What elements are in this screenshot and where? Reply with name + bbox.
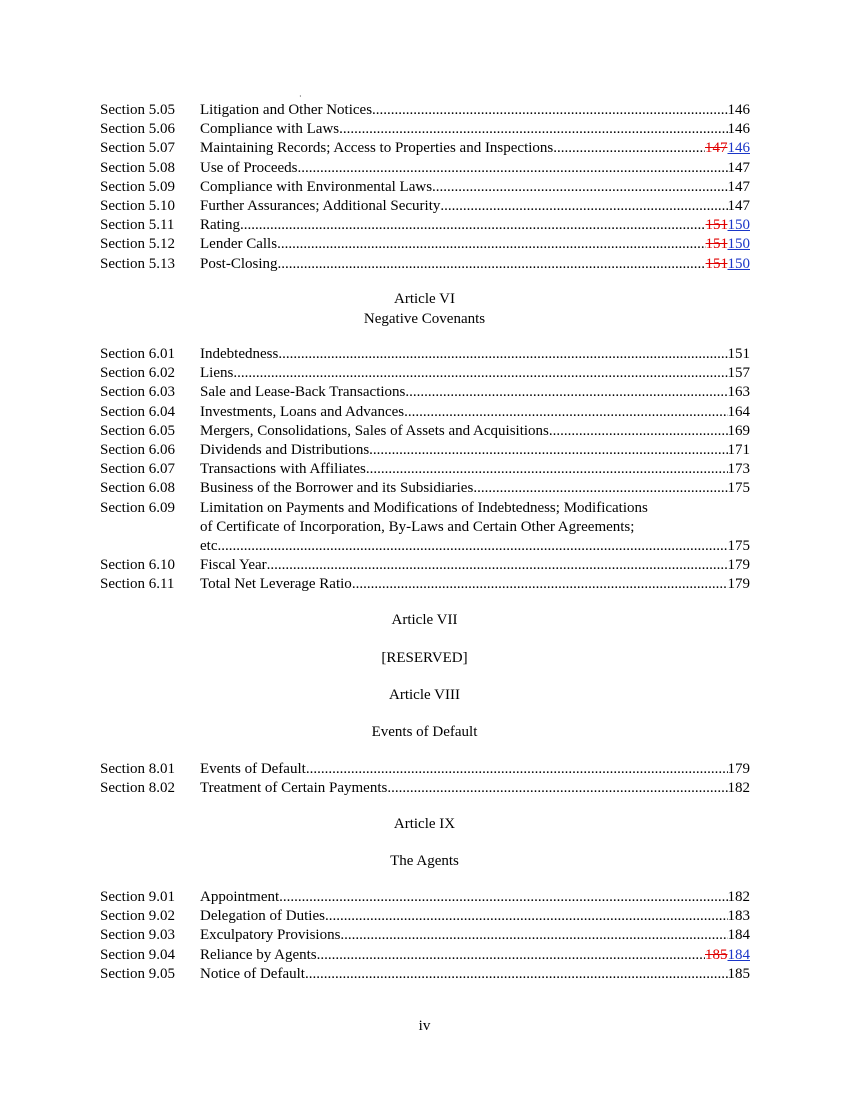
section-number: Section 8.01 <box>100 761 175 777</box>
toc-row-5-08[interactable] <box>100 159 750 178</box>
article-8-title: Events of Default <box>371 724 478 740</box>
page-number: 171 <box>727 441 750 458</box>
inserted-page-number[interactable]: 146 <box>727 140 750 157</box>
dot-leader <box>277 235 705 254</box>
toc-row-9-02[interactable] <box>100 907 750 926</box>
section-title: Reliance by Agents <box>200 946 317 963</box>
toc-row-5-06[interactable] <box>100 120 750 139</box>
article-6-title: Negative Covenants <box>363 311 486 327</box>
section-number: Section 9.03 <box>100 927 175 944</box>
page-number: 179 <box>727 557 750 574</box>
toc-row-6-07[interactable] <box>100 460 750 479</box>
section-title: Business of the Borrower and its Subsidiaries <box>200 480 474 497</box>
page-number: 146 <box>727 102 750 118</box>
section-title: Fiscal Year <box>200 557 267 574</box>
toc-article-5-block <box>100 101 750 274</box>
page-number-revised <box>705 139 750 158</box>
dot-leader <box>297 159 727 178</box>
dot-leader <box>240 216 706 235</box>
toc-row-6-10[interactable] <box>100 556 750 575</box>
toc-row-5-05[interactable] <box>100 101 750 120</box>
toc-row-6-03[interactable] <box>100 383 750 402</box>
section-title: Notice of Default <box>200 965 305 982</box>
dot-leader <box>317 946 705 965</box>
toc-row-5-10[interactable] <box>100 197 750 216</box>
page-number: 179 <box>727 576 750 593</box>
toc-row-5-11[interactable] <box>100 216 750 235</box>
section-number: Section 5.13 <box>100 255 175 272</box>
page-number: 184 <box>727 927 750 944</box>
article-8-label: Article VIII <box>389 687 460 703</box>
page-number: 185 <box>727 965 750 982</box>
section-number: Section 5.08 <box>100 159 175 176</box>
section-title: Maintaining Records; Access to Properties and Inspections <box>200 140 554 157</box>
page-number-revised <box>705 946 750 965</box>
section-number: Section 6.11 <box>100 576 175 593</box>
section-number: Section 6.10 <box>100 557 175 574</box>
dot-leader <box>352 575 728 594</box>
deleted-page-number: 151 <box>705 236 728 253</box>
toc-row-6-11[interactable] <box>100 575 750 594</box>
section-number: Section 6.03 <box>100 384 175 401</box>
page-number: 163 <box>727 384 750 401</box>
toc-row-5-07[interactable] <box>100 139 750 158</box>
toc-row-6-09[interactable] <box>100 499 750 557</box>
page-number: 147 <box>727 178 750 195</box>
page-number: 157 <box>727 365 750 382</box>
deleted-page-number: 151 <box>705 217 728 234</box>
page-number: 164 <box>727 403 750 420</box>
section-number: Section 8.02 <box>100 780 175 797</box>
section-number: Section 6.06 <box>100 441 175 458</box>
dot-leader <box>339 120 727 139</box>
deleted-page-number: 147 <box>705 140 728 157</box>
section-title: Investments, Loans and Advances <box>200 403 405 420</box>
dot-leader <box>473 479 727 498</box>
section-title: Total Net Leverage Ratio <box>200 576 352 593</box>
dot-leader <box>340 926 727 945</box>
page-number: 169 <box>727 422 750 439</box>
toc-row-6-08[interactable] <box>100 479 750 498</box>
toc-row-6-06[interactable] <box>100 441 750 460</box>
article-7-label: Article VII <box>391 612 458 628</box>
article-6-label: Article VI <box>394 291 455 307</box>
section-number: Section 6.07 <box>100 461 175 478</box>
article-7-title: [RESERVED] <box>381 650 468 666</box>
toc-row-6-04[interactable] <box>100 403 750 422</box>
section-number: Section 5.10 <box>100 197 175 214</box>
section-title: Delegation of Duties <box>200 908 325 925</box>
page-number: 147 <box>727 159 750 176</box>
section-number: Section 6.02 <box>100 365 175 382</box>
page-number-revised <box>706 235 750 254</box>
toc-article-9-block <box>100 888 750 984</box>
page-number: 151 <box>727 346 750 362</box>
page-number: 175 <box>727 480 750 497</box>
section-number: Section 6.05 <box>100 422 175 439</box>
toc-row-9-05[interactable] <box>100 965 750 984</box>
page-number-revised <box>706 255 750 274</box>
inserted-page-number[interactable]: 184 <box>727 946 750 963</box>
section-number: Section 6.04 <box>100 403 175 420</box>
page-number: 182 <box>727 889 750 905</box>
inserted-page-number[interactable]: 150 <box>727 255 750 272</box>
dot-leader <box>278 255 706 274</box>
section-title-line-3: etc. <box>200 537 222 554</box>
toc-row-6-05[interactable] <box>100 422 750 441</box>
dot-leader <box>366 460 728 479</box>
section-title: Further Assurances; Additional Security <box>200 197 441 214</box>
section-number: Section 5.09 <box>100 178 175 195</box>
dot-leader <box>233 364 727 383</box>
dot-leader <box>305 965 728 984</box>
section-title: Dividends and Distributions <box>200 441 370 458</box>
page-number: 175 <box>727 537 750 554</box>
section-title: Exculpatory Provisions <box>200 927 341 944</box>
dot-leader <box>432 178 727 197</box>
section-title: Indebtedness <box>200 346 279 362</box>
section-title: Rating <box>200 217 240 234</box>
dot-leader <box>306 760 728 779</box>
dot-leader <box>405 383 727 402</box>
section-title: Use of Proceeds <box>200 159 298 176</box>
toc-row-8-02[interactable] <box>100 779 750 798</box>
section-title: Compliance with Environmental Laws <box>200 178 433 195</box>
dot-leader <box>440 197 727 216</box>
toc-row-9-04[interactable] <box>100 946 750 965</box>
toc-row-9-01[interactable] <box>100 888 750 907</box>
toc-row-8-01[interactable] <box>100 760 750 779</box>
section-title: Events of Default <box>200 761 306 777</box>
section-title: Lender Calls <box>200 236 278 253</box>
stray-mark: · <box>299 92 302 101</box>
dot-leader <box>279 888 727 907</box>
page-number: 179 <box>727 761 750 777</box>
section-number: Section 5.05 <box>100 102 175 118</box>
section-number: Section 6.09 <box>100 499 175 516</box>
section-number: Section 5.06 <box>100 121 175 138</box>
toc-row-5-09[interactable] <box>100 178 750 197</box>
section-title-line-2: of Certificate of Incorporation, By-Laws and Certain Other Agreements; <box>200 518 635 535</box>
section-title: Post-Closing <box>200 255 278 272</box>
section-title: Mergers, Consolidations, Sales of Assets and Acquisitions <box>200 422 549 439</box>
inserted-page-number[interactable]: 150 <box>727 217 750 234</box>
deleted-page-number: 151 <box>705 255 728 272</box>
page-number: 146 <box>727 121 750 138</box>
section-title: Transactions with Affiliates <box>200 461 366 478</box>
section-title: Compliance with Laws <box>200 121 340 138</box>
dot-leader <box>221 537 727 556</box>
dot-leader <box>369 441 727 460</box>
toc-row-6-01[interactable] <box>100 345 750 364</box>
section-number: Section 5.12 <box>100 236 175 253</box>
inserted-page-number[interactable]: 150 <box>727 236 750 253</box>
section-number: Section 6.08 <box>100 480 175 497</box>
dot-leader <box>387 779 727 798</box>
dot-leader <box>553 139 705 158</box>
section-number: Section 9.02 <box>100 908 175 925</box>
section-number: Section 9.01 <box>100 889 175 905</box>
section-title-line-1: Limitation on Payments and Modifications of Indebtedness; Modifications <box>200 499 648 516</box>
page-number: 173 <box>727 461 750 478</box>
dot-leader <box>267 556 728 575</box>
section-title: Treatment of Certain Payments <box>200 780 388 797</box>
dot-leader <box>404 403 727 422</box>
section-title: Sale and Lease-Back Transactions <box>200 384 406 401</box>
page-number: 147 <box>727 197 750 214</box>
toc-row-5-12[interactable] <box>100 235 750 254</box>
toc-article-8-block <box>100 760 750 798</box>
page-number: 182 <box>727 780 750 797</box>
section-number: Section 9.05 <box>100 965 175 982</box>
section-number: Section 5.11 <box>100 217 175 234</box>
toc-article-6-block <box>100 345 750 594</box>
dot-leader <box>325 907 728 926</box>
page-number: 183 <box>727 908 750 925</box>
toc-row-9-03[interactable] <box>100 926 750 945</box>
deleted-page-number: 185 <box>705 946 728 963</box>
toc-row-6-02[interactable] <box>100 364 750 383</box>
page-footer-number: iv <box>418 1018 431 1034</box>
dot-leader <box>372 101 727 120</box>
dot-leader <box>278 345 727 364</box>
article-9-title: The Agents <box>390 853 459 869</box>
dot-leader <box>549 422 728 441</box>
section-title: Litigation and Other Notices <box>200 102 373 118</box>
section-title: Appointment <box>200 889 280 905</box>
article-9-label: Article IX <box>393 816 456 832</box>
section-number: Section 9.04 <box>100 946 175 963</box>
toc-row-5-13[interactable] <box>100 255 750 274</box>
section-title: Liens <box>200 365 234 382</box>
page-number-revised <box>706 216 750 235</box>
section-number: Section 5.07 <box>100 140 175 157</box>
section-number: Section 6.01 <box>100 346 175 362</box>
